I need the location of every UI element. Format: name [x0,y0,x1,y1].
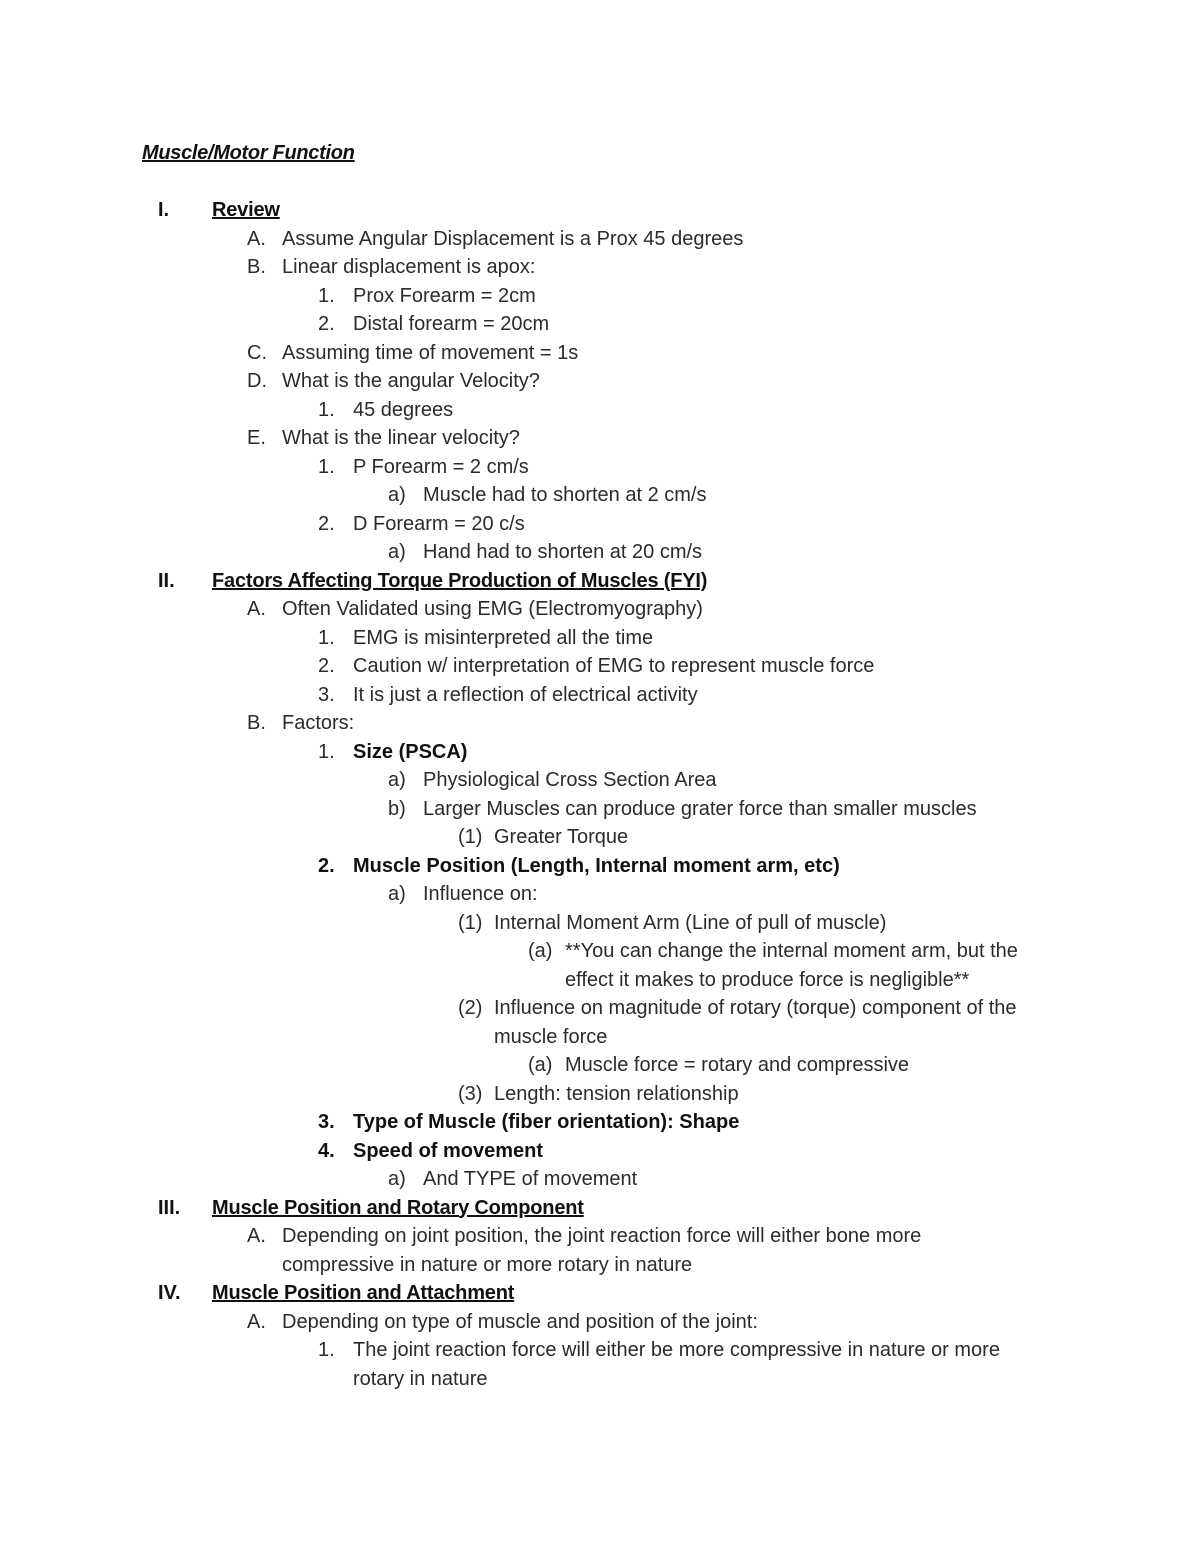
outline-item [0,994,1200,1023]
title-row [0,139,1200,168]
list-marker: 2. [318,854,335,877]
outline-item [0,624,1200,653]
item-text: Factors: [282,712,355,734]
item-text: And TYPE of movement [423,1168,638,1190]
item-text: Size (PSCA) [353,740,468,763]
outline-item [0,1080,1200,1109]
section-heading [0,1194,1200,1223]
list-marker: B. [247,256,266,278]
outline-item [0,253,1200,282]
outline-item [0,1336,1200,1365]
section-heading [0,196,1200,225]
item-text: Internal Moment Arm (Line of pull of muscle) [494,911,887,934]
item-text: muscle force [494,1025,608,1048]
item-text: Depending on joint position, the joint reaction force will either bone more [282,1225,922,1247]
outline-item [0,424,1200,453]
outline-item [0,1308,1200,1337]
item-text: Influence on: [423,883,538,905]
outline-item [0,1137,1200,1166]
item-text: D Forearm = 20 c/s [353,512,525,535]
list-marker: 1. [318,1339,335,1361]
item-text: Muscle force = rotary and compressive [565,1054,910,1076]
list-marker: 3. [318,683,335,706]
section-heading [0,1279,1200,1308]
list-marker: III. [158,1196,181,1219]
list-marker: 1. [318,398,335,421]
list-marker: 4. [318,1139,335,1162]
item-text: Factors Affecting Torque Production of Muscles (FYI) [212,569,708,592]
list-marker: (a) [528,1054,553,1076]
list-marker: (a) [528,940,553,962]
item-text: Physiological Cross Section Area [423,769,717,791]
list-marker: 2. [318,313,335,335]
list-marker: a) [388,484,406,506]
list-marker: (2) [458,997,483,1019]
list-marker: a) [388,1168,406,1190]
item-text: 45 degrees [353,398,454,421]
outline-item [0,481,1200,510]
outline-item [0,937,1200,966]
item-text: The joint reaction force will either be more compressive in nature or more [353,1339,1000,1361]
item-text: compressive in nature or more rotary in nature [282,1253,693,1276]
list-marker: 2. [318,655,335,677]
list-marker: I. [158,199,170,221]
list-marker: D. [247,370,267,392]
outline-item [0,453,1200,482]
outline-item [0,1051,1200,1080]
item-text: **You can change the internal moment arm, but the [565,940,1018,962]
list-marker: A. [247,1310,266,1333]
document-title: Muscle/Motor Function [142,142,355,164]
list-marker: a) [388,541,406,563]
item-text: Greater Torque [494,826,629,848]
item-text: Often Validated using EMG (Electromyography) [282,598,703,620]
list-marker: A. [247,227,266,250]
list-marker: 1. [318,284,335,307]
item-text: Muscle had to shorten at 2 cm/s [423,484,707,506]
outline-item [0,510,1200,539]
item-text: Depending on type of muscle and position of the joint: [282,1310,758,1333]
item-text: Length: tension relationship [494,1082,739,1105]
outline-item [0,652,1200,681]
outline-item [0,367,1200,396]
outline-item [0,282,1200,311]
item-text: What is the linear velocity? [282,427,520,449]
item-text: Hand had to shorten at 20 cm/s [423,541,703,563]
item-text: Muscle Position (Length, Internal moment arm, etc) [353,854,840,877]
list-marker: C. [247,341,267,364]
list-marker: 2. [318,512,335,535]
list-marker: (1) [458,911,483,934]
section-heading [0,567,1200,596]
item-text: Speed of movement [353,1139,544,1162]
item-text: It is just a reflection of electrical activity [353,683,698,706]
outline-item [0,766,1200,795]
list-marker: A. [247,598,266,620]
outline-item [0,595,1200,624]
item-text: rotary in nature [353,1367,488,1390]
outline-item [0,339,1200,368]
outline-item [0,709,1200,738]
outline-item [0,795,1200,824]
item-text: Assuming time of movement = 1s [282,341,579,364]
outline-item [0,823,1200,852]
outline-item [0,966,1200,995]
outline-item [0,1108,1200,1137]
item-text: What is the angular Velocity? [282,370,540,392]
item-text: Muscle Position and Attachment [212,1282,515,1304]
list-marker: (3) [458,1082,483,1105]
item-text: effect it makes to produce force is negligible** [565,968,970,991]
item-text: P Forearm = 2 cm/s [353,455,529,478]
outline-item [0,1165,1200,1194]
outline-item [0,909,1200,938]
outline [0,196,1200,1393]
item-text: EMG is misinterpreted all the time [353,626,654,649]
outline-item [0,225,1200,254]
list-marker: 1. [318,626,335,649]
outline-item [0,1251,1200,1280]
outline-item [0,538,1200,567]
outline-item [0,880,1200,909]
list-marker: 3. [318,1111,335,1133]
outline-item [0,681,1200,710]
list-marker: (1) [458,826,483,848]
list-marker: a) [388,883,406,905]
item-text: Caution w/ interpretation of EMG to represent muscle force [353,655,875,677]
list-marker: a) [388,769,406,791]
item-text: Review [212,199,280,221]
outline-item [0,1222,1200,1251]
list-marker: B. [247,712,266,734]
list-marker: 1. [318,455,335,478]
item-text: Influence on magnitude of rotary (torque) component of the [494,997,1017,1019]
outline-item [0,738,1200,767]
list-marker: II. [158,569,175,592]
outline-item [0,852,1200,881]
item-text: Distal forearm = 20cm [353,313,550,335]
list-marker: IV. [158,1282,181,1304]
list-marker: b) [388,797,406,820]
outline-item [0,396,1200,425]
list-marker: 1. [318,740,335,763]
item-text: Larger Muscles can produce grater force than smaller muscles [423,797,977,820]
list-marker: A. [247,1225,266,1247]
item-text: Prox Forearm = 2cm [353,284,536,307]
outline-item [0,310,1200,339]
item-text: Linear displacement is apox: [282,256,536,278]
item-text: Type of Muscle (fiber orientation): Shape [353,1111,740,1133]
list-marker: E. [247,427,266,449]
outline-item [0,1023,1200,1052]
document-page [0,139,1200,1393]
spacer [0,168,1200,197]
item-text: Assume Angular Displacement is a Prox 45 degrees [282,227,744,250]
outline-item [0,1365,1200,1394]
item-text: Muscle Position and Rotary Component [212,1196,584,1219]
